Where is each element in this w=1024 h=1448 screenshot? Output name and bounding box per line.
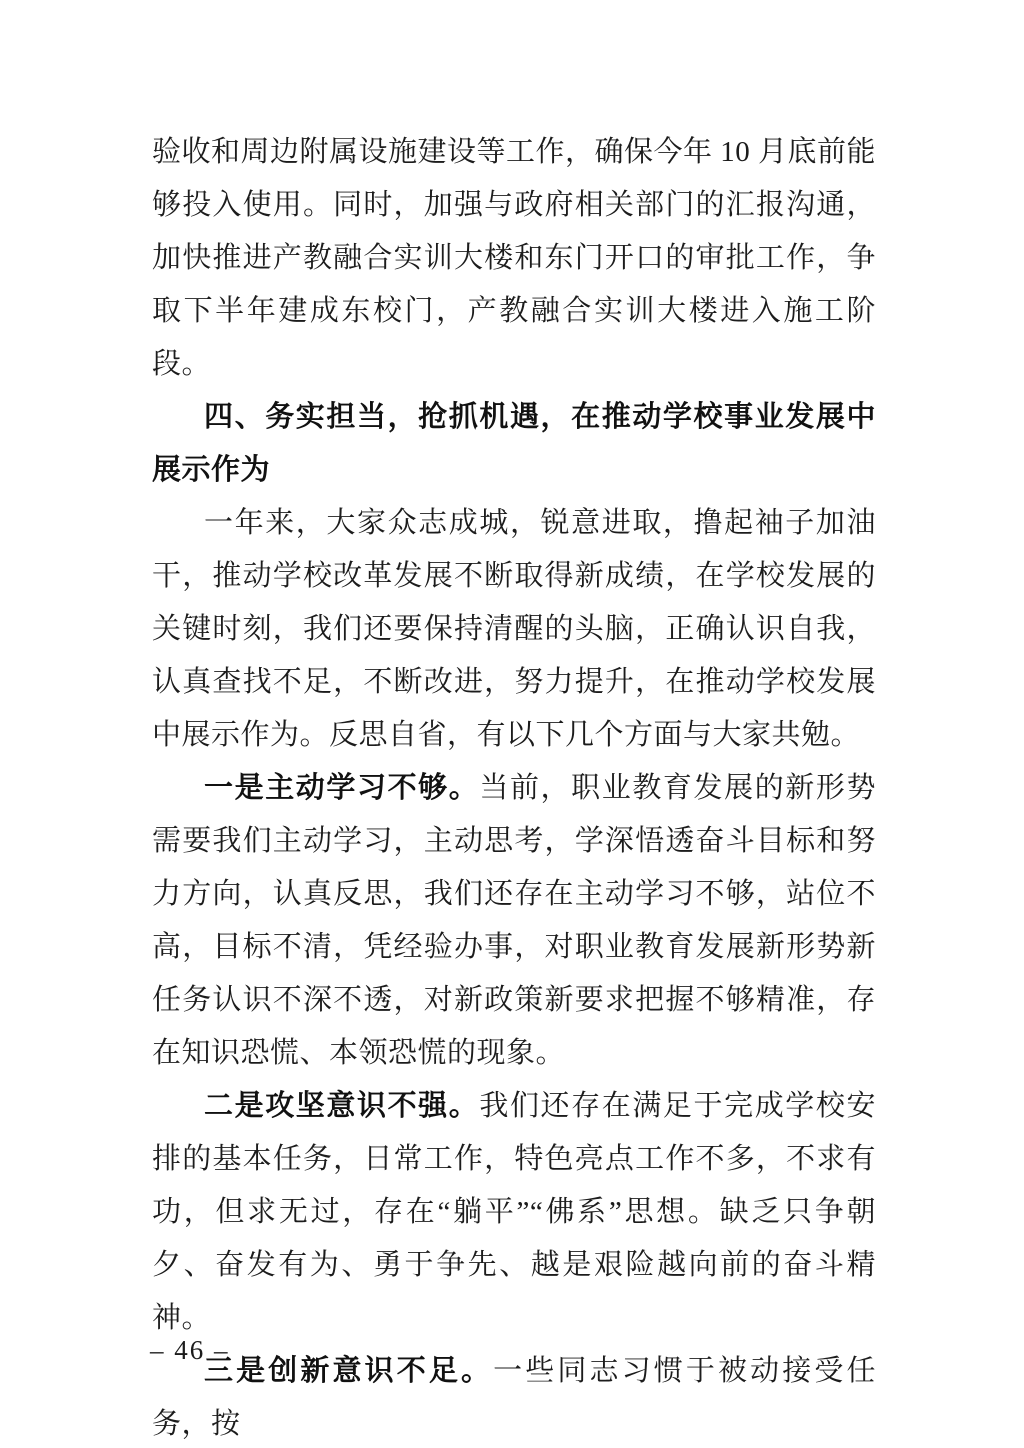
point-3-lead: 三是创新意识不足。 <box>204 1355 494 1387</box>
body-paragraph-continuation: 验收和周边附属设施建设等工作，确保今年 10 月底前能够投入使用。同时，加强与政府相关部门的汇报沟通，加快推进产教融合实训大楼和东门开口的审批工作，争取下半年建成东校门，产教融合实训大楼进入施工阶段。 <box>152 136 877 380</box>
point-3-text: 一些同志习惯于被动接受任务，按 <box>152 1355 876 1440</box>
point-paragraph-2 <box>152 1080 876 1345</box>
document-body <box>152 126 876 1448</box>
section-heading: 四、务实担当，抢抓机遇，在推动学校事业发展中展示作为 <box>152 401 876 486</box>
point-2-lead: 二是攻坚意识不强。 <box>204 1090 480 1122</box>
page-number: – 46 – <box>150 1335 230 1365</box>
point-1-lead: 一是主动学习不够。 <box>204 772 480 804</box>
point-paragraph-1 <box>152 762 876 1080</box>
point-2-text: 我们还存在满足于完成学校安排的基本任务，日常工作，特色亮点工作不多，不求有功，但求无过，存在“躺平”“佛系”思想。缺乏只争朝夕、奋发有为、勇于争先、越是艰险越向前的奋斗精神。 <box>152 1090 876 1334</box>
point-paragraph-3 <box>152 1345 876 1448</box>
point-1-text: 当前，职业教育发展的新形势需要我们主动学习，主动思考，学深悟透奋斗目标和努力方向，认真反思，我们还存在主动学习不够，站位不高，目标不清，凭经验办事，对职业教育发展新形势新任务认识不深不透，对新政策新要求把握不够精准，存在知识恐慌、本领恐慌的现象。 <box>152 772 876 1069</box>
intro-paragraph: 一年来，大家众志成城，锐意进取，撸起袖子加油干，推动学校改革发展不断取得新成绩，在学校发展的关键时刻，我们还要保持清醒的头脑，正确认识自我，认真查找不足，不断改进，努力提升，在推动学校发展中展示作为。反思自省，有以下几个方面与大家共勉。 <box>152 507 876 751</box>
